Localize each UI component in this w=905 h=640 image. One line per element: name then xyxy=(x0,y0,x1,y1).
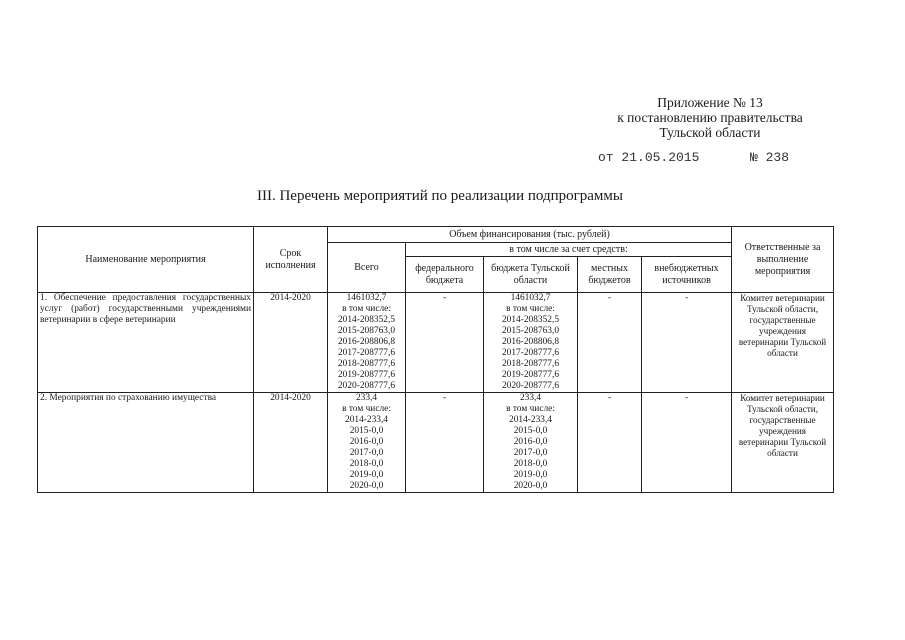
number-prefix: № xyxy=(750,150,758,165)
appendix-header xyxy=(590,95,830,140)
total-line: 2017-0,0 xyxy=(349,448,384,458)
date-prefix: от xyxy=(598,150,614,165)
total-line: 2018-208777,6 xyxy=(337,359,396,369)
total-line: 2017-208777,6 xyxy=(337,348,396,358)
total-line: 2014-208352,5 xyxy=(337,315,396,325)
row-regional xyxy=(484,393,578,493)
row-local: - xyxy=(578,393,642,493)
regional-line: 2014-208352,5 xyxy=(501,315,560,325)
table-row xyxy=(38,293,834,393)
regional-line: 2017-208777,6 xyxy=(501,348,560,358)
regional-line: 2020-208777,6 xyxy=(501,381,560,391)
decree-date: 21.05.2015 xyxy=(621,150,700,165)
total-line: 2019-208777,6 xyxy=(337,370,396,380)
row-federal: - xyxy=(406,293,484,393)
regional-line: 2018-208777,6 xyxy=(501,359,560,369)
row-extrabudget: - xyxy=(642,393,732,493)
row-responsible: Комитет ветеринарии Тульской области, государственные учреждения ветеринарии Тульской области xyxy=(732,393,834,493)
row-term: 2014-2020 xyxy=(254,393,328,493)
total-line: 2020-208777,6 xyxy=(337,381,396,391)
header-federal: федерального бюджета xyxy=(406,257,484,293)
appendix-number: Приложение № 13 xyxy=(657,95,763,110)
regional-line: 2016-208806,8 xyxy=(501,337,560,347)
total-line: в том числе: xyxy=(342,304,391,314)
total-line: 2015-208763,0 xyxy=(337,326,396,336)
header-regional: бюджета Тульской области xyxy=(484,257,578,293)
row-extrabudget: - xyxy=(642,293,732,393)
total-line: 1461032,7 xyxy=(346,293,387,303)
header-total: Всего xyxy=(328,243,406,293)
regional-line: 2014-233,4 xyxy=(509,415,552,425)
header-local: местных бюджетов xyxy=(578,257,642,293)
total-line: 2014-233,4 xyxy=(345,415,388,425)
row-total xyxy=(328,293,406,393)
header-term: Срок исполнения xyxy=(254,227,328,293)
row-responsible: Комитет ветеринарии Тульской области, государственные учреждения ветеринарии Тульской области xyxy=(732,293,834,393)
table-row xyxy=(38,393,834,493)
regional-line: в том числе: xyxy=(506,404,555,414)
header-responsible: Ответственные за выполнение мероприятия xyxy=(732,227,834,293)
row-local: - xyxy=(578,293,642,393)
regional-line: 2019-208777,6 xyxy=(501,370,560,380)
total-line: 233,4 xyxy=(355,393,378,403)
regional-line: 2020-0,0 xyxy=(513,481,548,491)
header-including-sources: в том числе за счет средств: xyxy=(406,243,732,257)
header-funding: Объем финансирования (тыс. рублей) xyxy=(328,227,732,243)
row-name: 1. Обеспечение предоставления государственных услуг (работ) государственными учреждениями ветеринарии в сфере ветеринарии xyxy=(38,293,254,393)
regional-line: 233,4 xyxy=(519,393,542,403)
row-federal: - xyxy=(406,393,484,493)
total-line: 2018-0,0 xyxy=(349,459,384,469)
total-line: 2020-0,0 xyxy=(349,481,384,491)
header-name: Наименование мероприятия xyxy=(38,227,254,293)
appendix-line-2: к постановлению правительства xyxy=(617,110,803,125)
regional-line: 2015-0,0 xyxy=(513,426,548,436)
row-name: 2. Мероприятия по страхованию имущества xyxy=(38,393,254,493)
decree-number-block xyxy=(750,150,789,165)
decree-line xyxy=(598,150,790,165)
total-line: 2016-0,0 xyxy=(349,437,384,447)
regional-line: 1461032,7 xyxy=(510,293,551,303)
header-extrabudget: внебюджетных источников xyxy=(642,257,732,293)
appendix-line-3: Тульской области xyxy=(659,125,761,140)
row-total xyxy=(328,393,406,493)
measures-table xyxy=(37,226,834,493)
regional-line: 2015-208763,0 xyxy=(501,326,560,336)
page-title: III. Перечень мероприятий по реализации подпрограммы xyxy=(256,188,623,204)
regional-line: в том числе: xyxy=(506,304,555,314)
regional-line: 2018-0,0 xyxy=(513,459,548,469)
total-line: 2015-0,0 xyxy=(349,426,384,436)
total-line: в том числе: xyxy=(342,404,391,414)
regional-line: 2016-0,0 xyxy=(513,437,548,447)
total-line: 2019-0,0 xyxy=(349,470,384,480)
total-line: 2016-208806,8 xyxy=(337,337,396,347)
regional-line: 2017-0,0 xyxy=(513,448,548,458)
regional-line: 2019-0,0 xyxy=(513,470,548,480)
row-regional xyxy=(484,293,578,393)
decree-number: 238 xyxy=(765,150,790,165)
row-term: 2014-2020 xyxy=(254,293,328,393)
